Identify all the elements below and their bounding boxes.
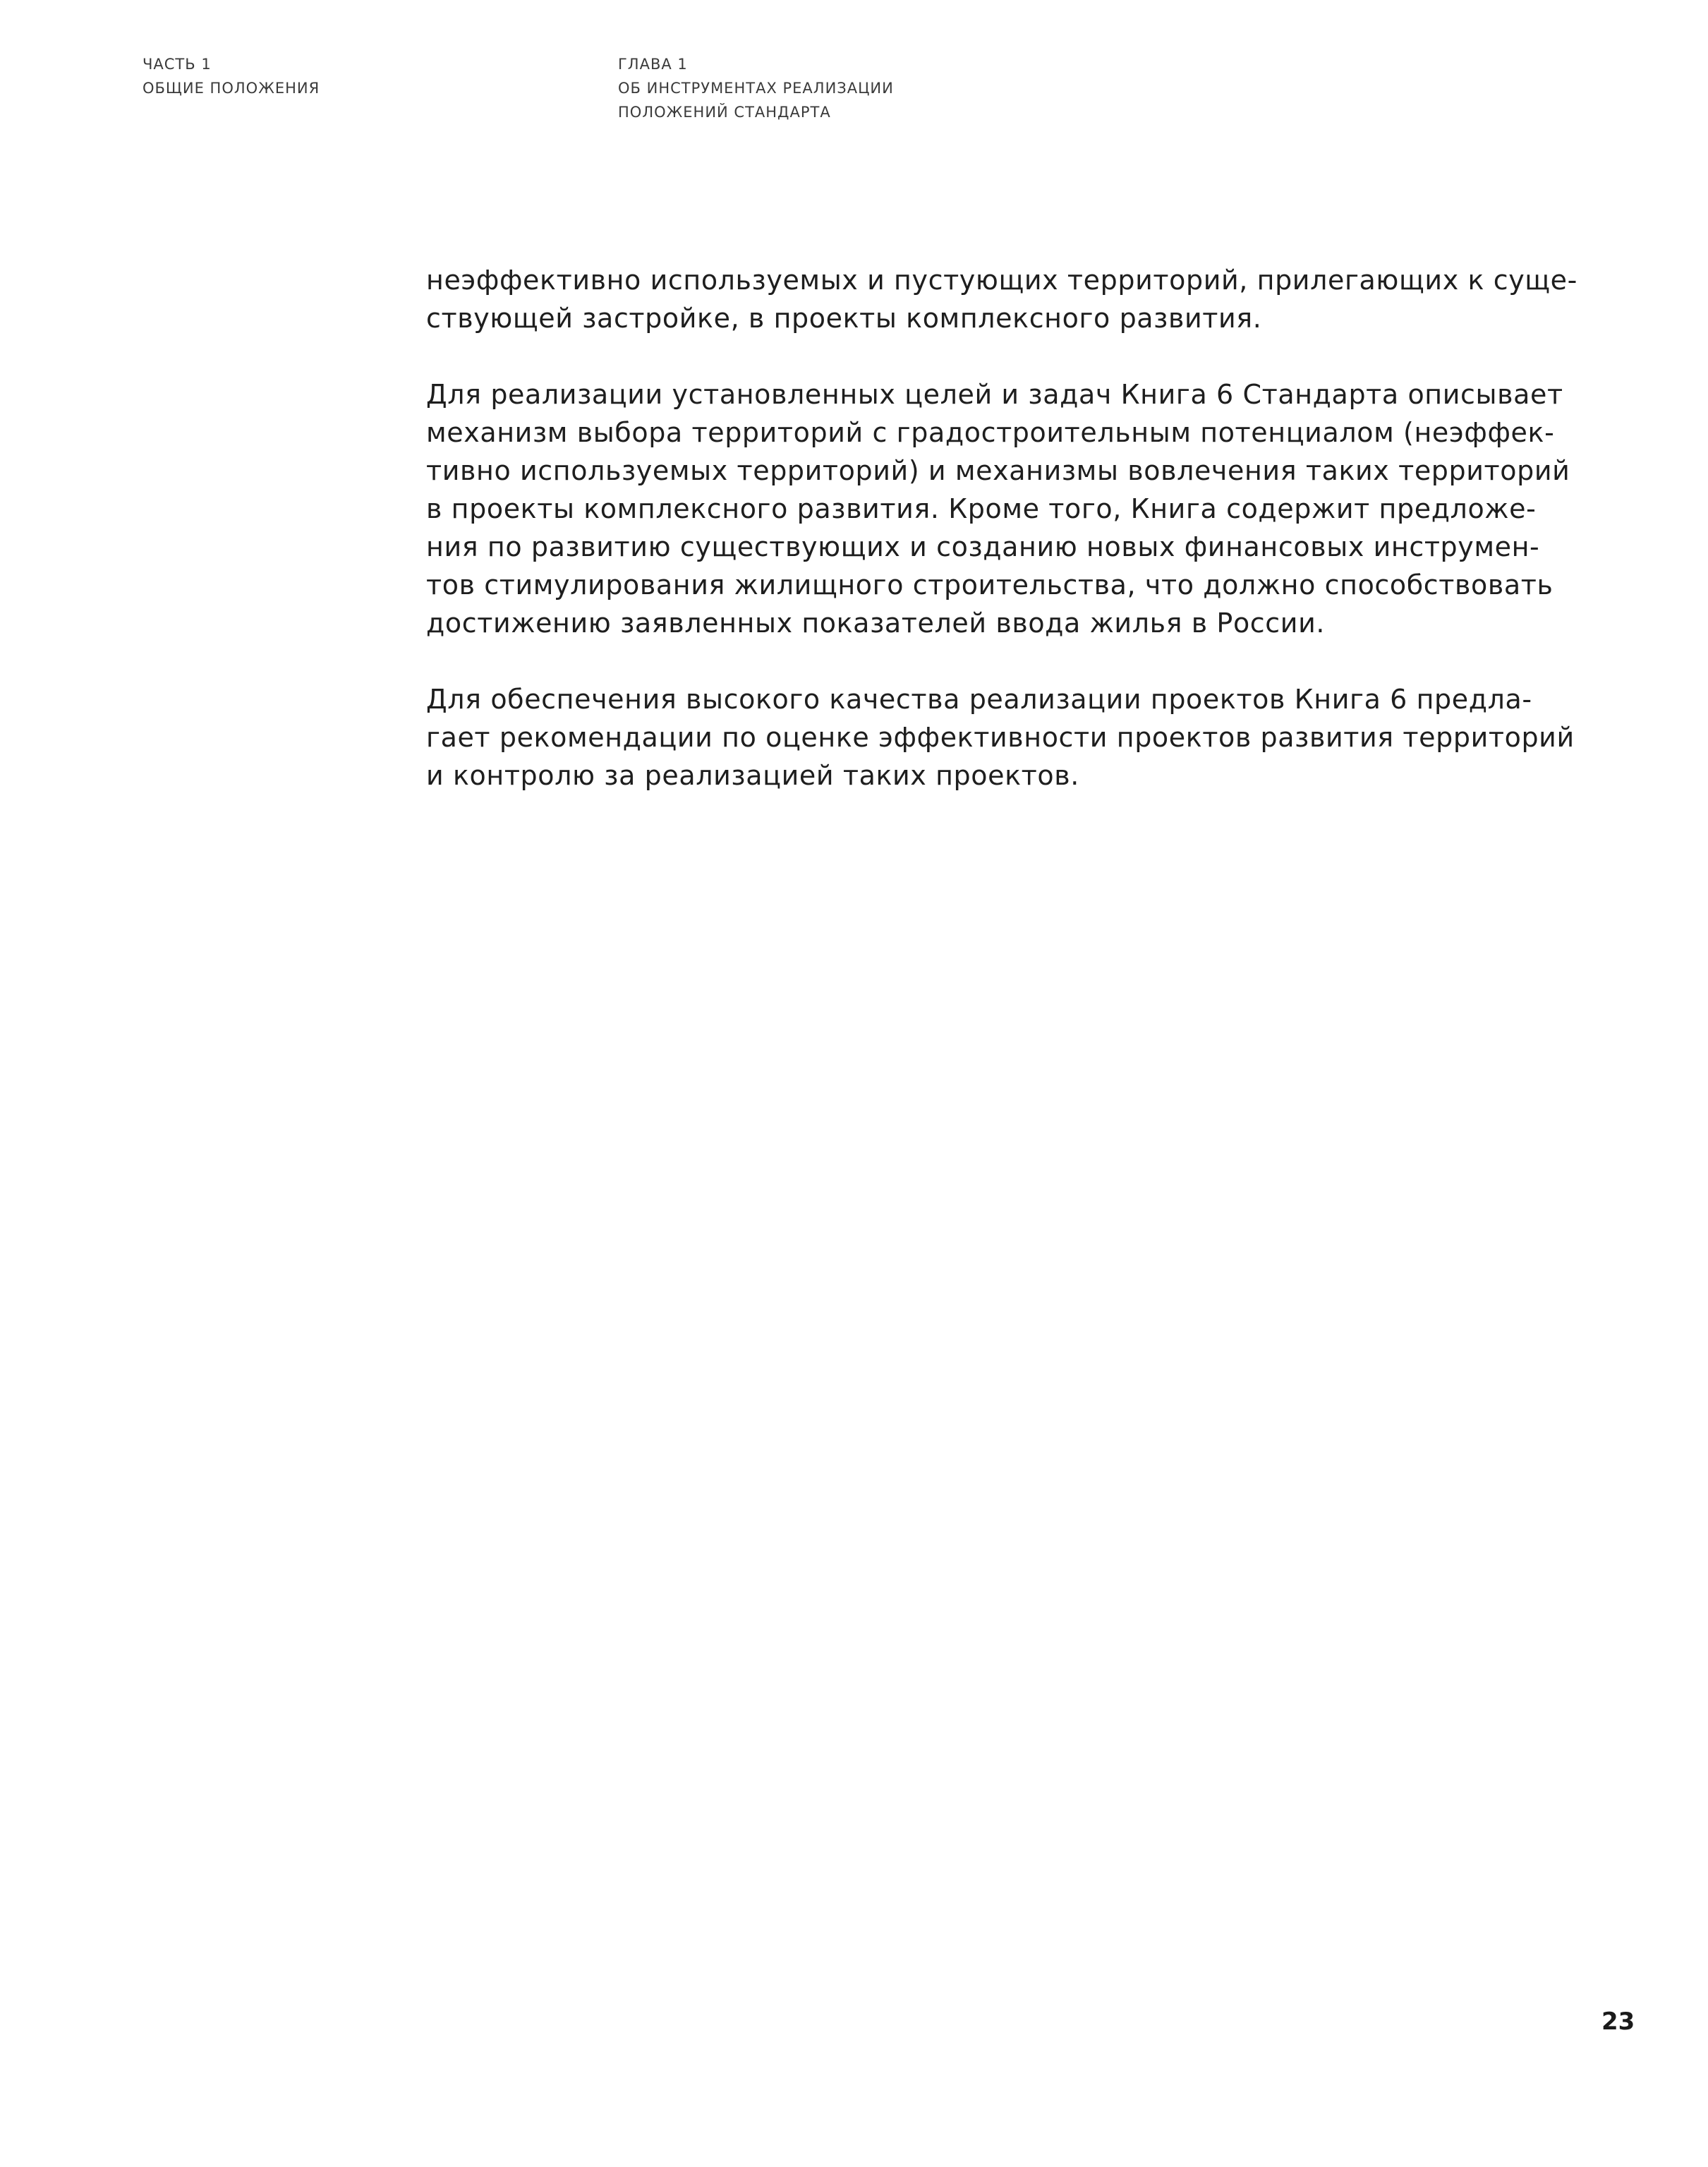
part-number: ЧАСТЬ 1: [143, 56, 212, 73]
chapter-number: ГЛАВА 1: [618, 56, 688, 73]
text-line: Для реализации установленных целей и задач Книга 6 Стандарта описывает: [426, 379, 1563, 410]
part-title: ОБЩИЕ ПОЛОЖЕНИЯ: [143, 80, 320, 97]
text-line: и контролю за реализацией таких проектов.: [426, 760, 1079, 791]
text-line: тивно используемых территорий) и механизмы вовлечения таких территорий: [426, 455, 1570, 486]
text-line: тов стимулирования жилищного строительства, что должно способствовать: [426, 569, 1553, 600]
text-line: ния по развитию существующих и созданию новых финансовых инструмен-: [426, 531, 1540, 562]
chapter-title-line-2: ПОЛОЖЕНИЙ СТАНДАРТА: [618, 104, 831, 121]
text-line: в проекты комплексного развития. Кроме того, Книга содержит предложе-: [426, 493, 1537, 524]
text-line: Для обеспечения высокого качества реализации проектов Книга 6 предла-: [426, 684, 1532, 715]
text-line: достижению заявленных показателей ввода жилья в России.: [426, 608, 1326, 639]
running-head-part: [143, 52, 320, 100]
page-number: 23: [1601, 2008, 1635, 2036]
text-line: неэффективно используемых и пустующих территорий, прилегающих к суще-: [426, 265, 1577, 296]
text-line: гает рекомендации по оценке эффективности проектов развития территорий: [426, 722, 1575, 753]
body-text: [426, 261, 1577, 833]
text-line: ствующей застройке, в проекты комплексного развития.: [426, 303, 1262, 334]
paragraph-3: [426, 680, 1575, 795]
text-line: механизм выбора территорий с градостроительным потенциалом (неэффек-: [426, 417, 1555, 448]
paragraph-1: [426, 261, 1577, 337]
running-head-chapter: [618, 52, 894, 124]
chapter-title-line-1: ОБ ИНСТРУМЕНТАХ РЕАЛИЗАЦИИ: [618, 80, 894, 97]
paragraph-2: [426, 375, 1570, 642]
